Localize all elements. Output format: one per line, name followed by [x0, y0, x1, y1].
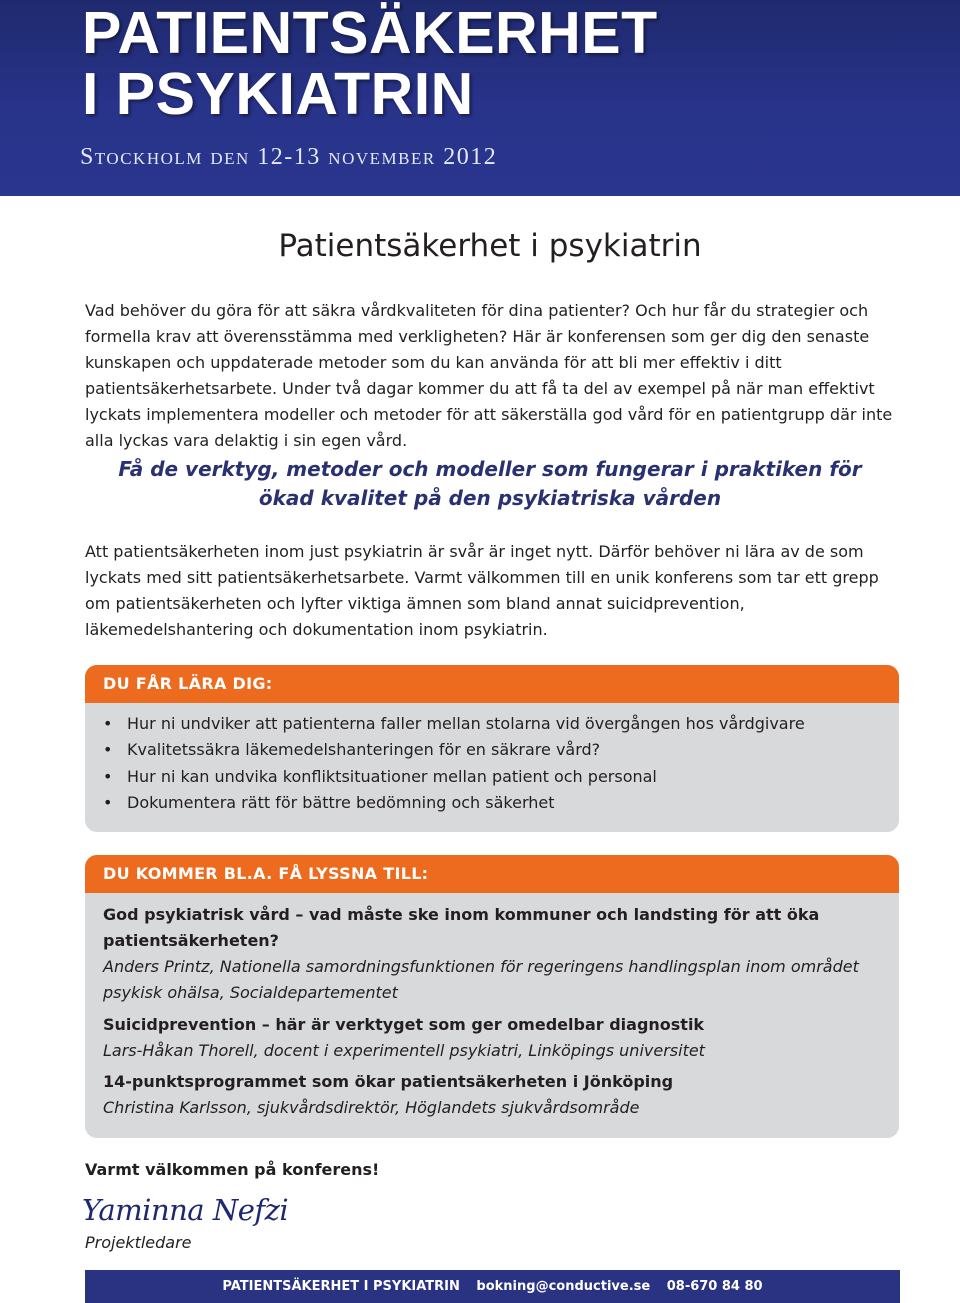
header-banner	[0, 0, 960, 196]
bullet-icon: •	[103, 766, 113, 786]
signer-role: Projektledare	[85, 1233, 192, 1252]
learn-heading: DU FÅR LÄRA DIG:	[85, 665, 899, 703]
list-item	[103, 790, 805, 816]
list-item-text: Hur ni undviker att patienterna faller mellan stolarna vid övergången hos vårdgivare	[127, 714, 805, 733]
intro-paragraph: Vad behöver du göra för att säkra vårdkvaliteten för dina patienter? Och hur får du strategier och formella krav att överensstämma med verkligheten? Här är konferensen som ger dig den senaste kunskapen och uppdaterade metoder som du kan använda för att bli mer effektiv i ditt patientsäkerhetsarbete. Under två dagar kommer du att få ta del av exempel på när man effektivt lyckats implementera modeller och metoder för att säkerställa god vård för en patientgrupp där inte alla lyckas vara delaktig i sin egen vård.	[85, 301, 893, 450]
footer-phone: 08-670 84 80	[666, 1279, 763, 1294]
bullet-icon: •	[103, 792, 113, 812]
talk-speaker: Lars-Håkan Thorell, docent i experimentell psykiatri, Linköpings universitet	[103, 1041, 705, 1060]
bullet-icon: •	[103, 740, 113, 760]
bullet-icon: •	[103, 714, 113, 733]
list-item	[103, 764, 805, 790]
header-title-line2: I PSYKIATRIN	[82, 61, 474, 127]
list-item-text: Hur ni kan undvika konfliktsituationer mellan patient och personal	[127, 766, 657, 786]
talk-title: God psykiatrisk vård – vad måste ske inom kommuner och landsting för att öka patientsäkerheten?	[103, 905, 820, 950]
talk-title: 14-punktsprogrammet som ökar patientsäkerheten i Jönköping	[103, 1072, 674, 1091]
header-title-line1: PATIENTSÄKERHET	[82, 0, 658, 66]
signature: Yaminna Nefzi	[82, 1193, 289, 1227]
footer-event: PATIENTSÄKERHET I PSYKIATRIN	[222, 1279, 460, 1294]
tagline: Få de verktyg, metoder och modeller som fungerar i praktiken för ökad kvalitet på den psykiatriska vården	[118, 457, 862, 510]
body-paragraph: Att patientsäkerheten inom just psykiatrin är svår är inget nytt. Därför behöver ni lära av de som lyckats med sitt patientsäkerhetsarbete. Varmt välkommen till en unik konferens som tar ett grepp om patientsäkerheten och lyfter viktiga ämnen som bland annat suicidprevention, läkemedelshantering och dokumentation inom psykiatrin.	[85, 542, 879, 639]
footer-email[interactable]: bokning@conductive.se	[476, 1279, 651, 1294]
page-title: Patientsäkerhet i psykiatrin	[278, 228, 702, 264]
learn-list	[103, 711, 805, 816]
list-item-text: Kvalitetssäkra läkemedelshanteringen för en säkrare vård?	[127, 740, 601, 760]
list-item-text: Dokumentera rätt för bättre bedömning och säkerhet	[127, 792, 555, 812]
speakers-box	[85, 855, 899, 1138]
talk-speaker: Christina Karlsson, sjukvårdsdirektör, Höglandets sjukvårdsområde	[103, 1098, 640, 1117]
list-item	[103, 711, 805, 737]
list-item	[103, 737, 805, 763]
learn-box	[85, 665, 899, 832]
header-subtitle: Stockholm den 12-13 november 2012	[80, 144, 498, 170]
talk-title: Suicidprevention – här är verktyget som ger omedelbar diagnostik	[103, 1015, 705, 1034]
footer-bar	[85, 1270, 900, 1303]
speakers-heading: DU KOMMER BL.A. FÅ LYSSNA TILL:	[85, 855, 899, 893]
talk-speaker: Anders Printz, Nationella samordningsfunktionen för regeringens handlingsplan inom området psykisk ohälsa, Socialdepartementet	[103, 957, 859, 1002]
closing-text: Varmt välkommen på konferens!	[85, 1160, 380, 1179]
